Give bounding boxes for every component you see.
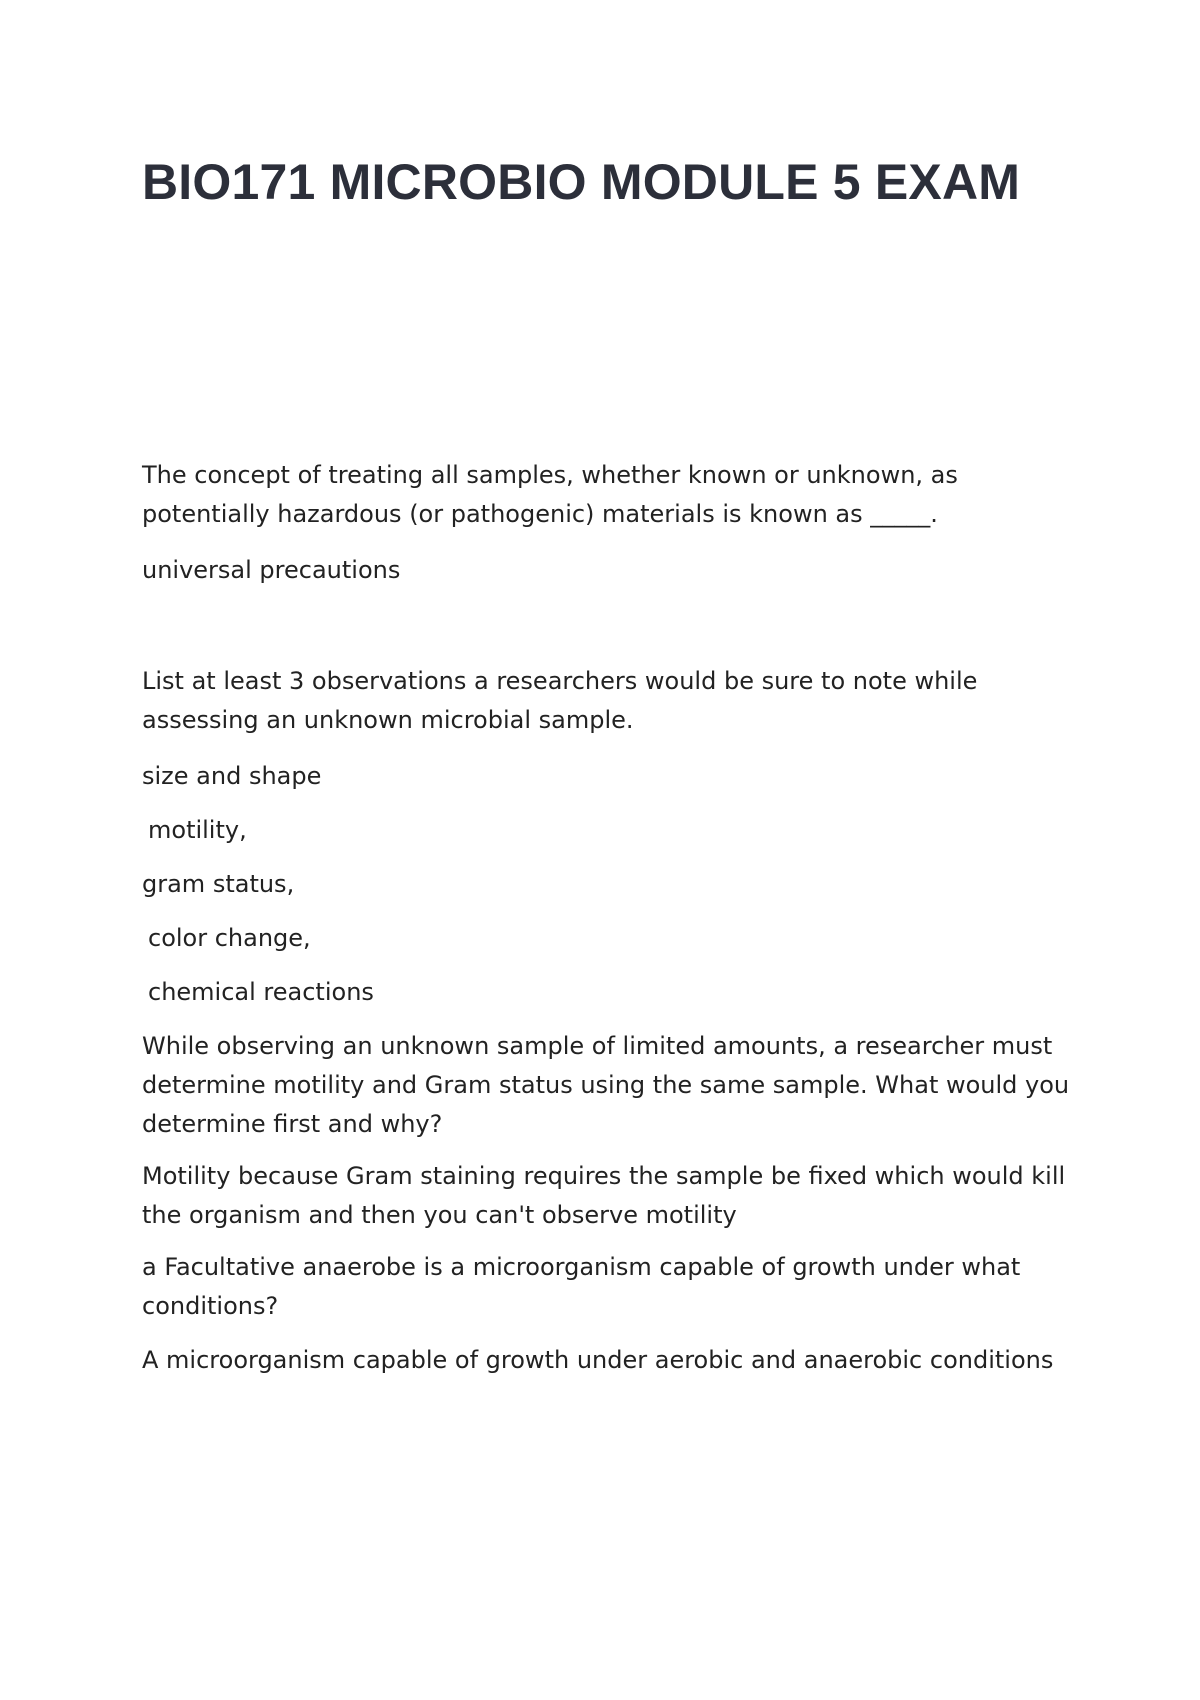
answer-3: Motility because Gram staining requires the sample be fixed which would kill the organism and then you can't observe motility bbox=[142, 1162, 1066, 1229]
answer-4: A microorganism capable of growth under aerobic and anaerobic conditions bbox=[142, 1346, 1054, 1374]
answer-2-item-2: motility, bbox=[148, 816, 247, 844]
question-1: The concept of treating all samples, whether known or unknown, as potentially hazardous (or pathogenic) materials is known as _____. bbox=[142, 461, 958, 528]
answer-1: universal precautions bbox=[142, 556, 401, 584]
answer-2-item-3: gram status, bbox=[142, 870, 295, 898]
question-3: While observing an unknown sample of limited amounts, a researcher must determine motility and Gram status using the same sample. What would you determine first and why? bbox=[142, 1032, 1070, 1138]
answer-2-item-1: size and shape bbox=[142, 762, 322, 790]
answer-2-item-5: chemical reactions bbox=[148, 978, 374, 1006]
document-title: BIO171 MICROBIO MODULE 5 EXAM bbox=[142, 154, 1021, 210]
answer-2-item-4: color change, bbox=[148, 924, 311, 952]
qa-content bbox=[142, 456, 1082, 1380]
question-4: a Facultative anaerobe is a microorganism capable of growth under what conditions? bbox=[142, 1253, 1021, 1320]
question-2: List at least 3 observations a researchers would be sure to note while assessing an unknown microbial sample. bbox=[142, 667, 978, 734]
